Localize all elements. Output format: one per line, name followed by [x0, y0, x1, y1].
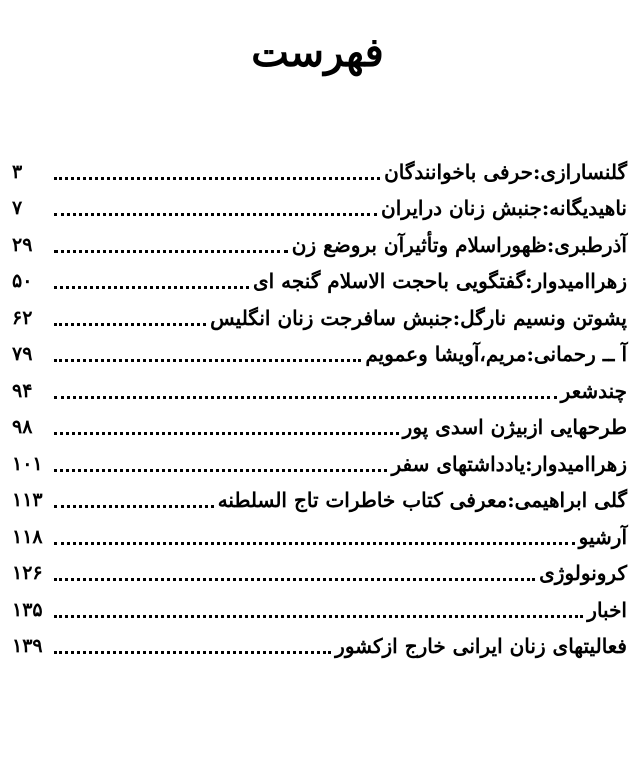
- toc-entry-page: ۱۱۸: [12, 525, 43, 548]
- toc-entry-page: ۳: [12, 160, 23, 183]
- dot-leader: [54, 177, 380, 180]
- dot-leader: [54, 250, 288, 253]
- dot-leader: [54, 396, 557, 399]
- dot-leader: [54, 286, 249, 289]
- toc-entry-page: ۱۱۳: [12, 489, 43, 511]
- dot-leader: [54, 432, 399, 435]
- dot-leader: [54, 469, 387, 472]
- toc-entry-page: ۷۹: [12, 343, 33, 365]
- toc-entry-title: طرحهایی ازبیژن اسدی پور: [402, 415, 627, 439]
- toc-entry-page: ۱۲۶: [12, 562, 43, 584]
- page-title: فهرست: [251, 29, 384, 76]
- dot-leader: [54, 615, 583, 618]
- toc-entry-title: گلنسارازی:حرفی باخوانندگان: [384, 159, 627, 184]
- toc-entry-page: ۱۰۱: [12, 452, 43, 475]
- toc-entry-title: فعالیتهای زنان ایرانی خارج ازکشور: [335, 634, 627, 658]
- dot-leader: [54, 323, 206, 326]
- toc-entry-title: آذرطبری:ظهوراسلام وتأثیرآن بروضع زن: [291, 232, 627, 257]
- toc-entry-title: چندشعر: [560, 378, 627, 403]
- toc-entry-title: ناهیدیگانه:جنبش زنان درایران: [381, 196, 627, 220]
- toc-entry: [0, 626, 635, 663]
- dot-leader: [54, 359, 361, 362]
- toc-entry-page: ۱۳۹: [12, 635, 43, 657]
- toc-entry-page: ۱۳۵: [12, 598, 43, 621]
- toc-entry: [0, 480, 635, 517]
- toc-entry: [0, 334, 635, 371]
- dot-leader: [54, 505, 214, 508]
- toc-entry-title: پشوتن ونسیم نارگل:جنبش سافرجت زنان انگلیس: [210, 305, 627, 330]
- toc-entry: [0, 224, 635, 261]
- toc-entry-title: کرونولوژی: [539, 561, 627, 585]
- toc-entry: [0, 553, 635, 590]
- toc-entry-page: ۲۹: [12, 233, 33, 256]
- toc-entry-title: اخبار: [587, 597, 627, 622]
- toc-entry: [0, 151, 635, 188]
- dot-leader: [54, 542, 575, 545]
- toc-entry-title: آ ــ رحمانی:مریم،آویشا وعمویم: [365, 342, 627, 366]
- toc-entry-page: ۹۴: [12, 379, 33, 402]
- toc-entry: [0, 261, 635, 298]
- dot-leader: [54, 213, 377, 216]
- toc-entry-title: زهراامیدوار:گفتگویی باحجت الاسلام گنجه ای: [252, 269, 627, 293]
- toc-entry: [0, 188, 635, 225]
- toc-entry: [0, 297, 635, 334]
- toc-entry-page: ۶۲: [12, 306, 33, 329]
- toc-entry-page: ۹۸: [12, 416, 33, 438]
- toc-entry: [0, 443, 635, 480]
- toc-entry-title: گلی ابراهیمی:معرفی کتاب خاطرات تاج السلطنه: [217, 488, 627, 512]
- table-of-contents: [0, 151, 635, 662]
- toc-entry-title: آرشیو: [578, 524, 627, 549]
- dot-leader: [54, 578, 535, 581]
- toc-entry: [0, 370, 635, 407]
- toc-entry: [0, 516, 635, 553]
- dot-leader: [54, 651, 331, 654]
- toc-entry: [0, 589, 635, 626]
- toc-entry-page: ۷: [12, 197, 23, 219]
- toc-entry: [0, 407, 635, 444]
- toc-entry-title: زهراامیدوار:یادداشتهای سفر: [391, 451, 627, 476]
- toc-entry-page: ۵۰: [12, 270, 33, 292]
